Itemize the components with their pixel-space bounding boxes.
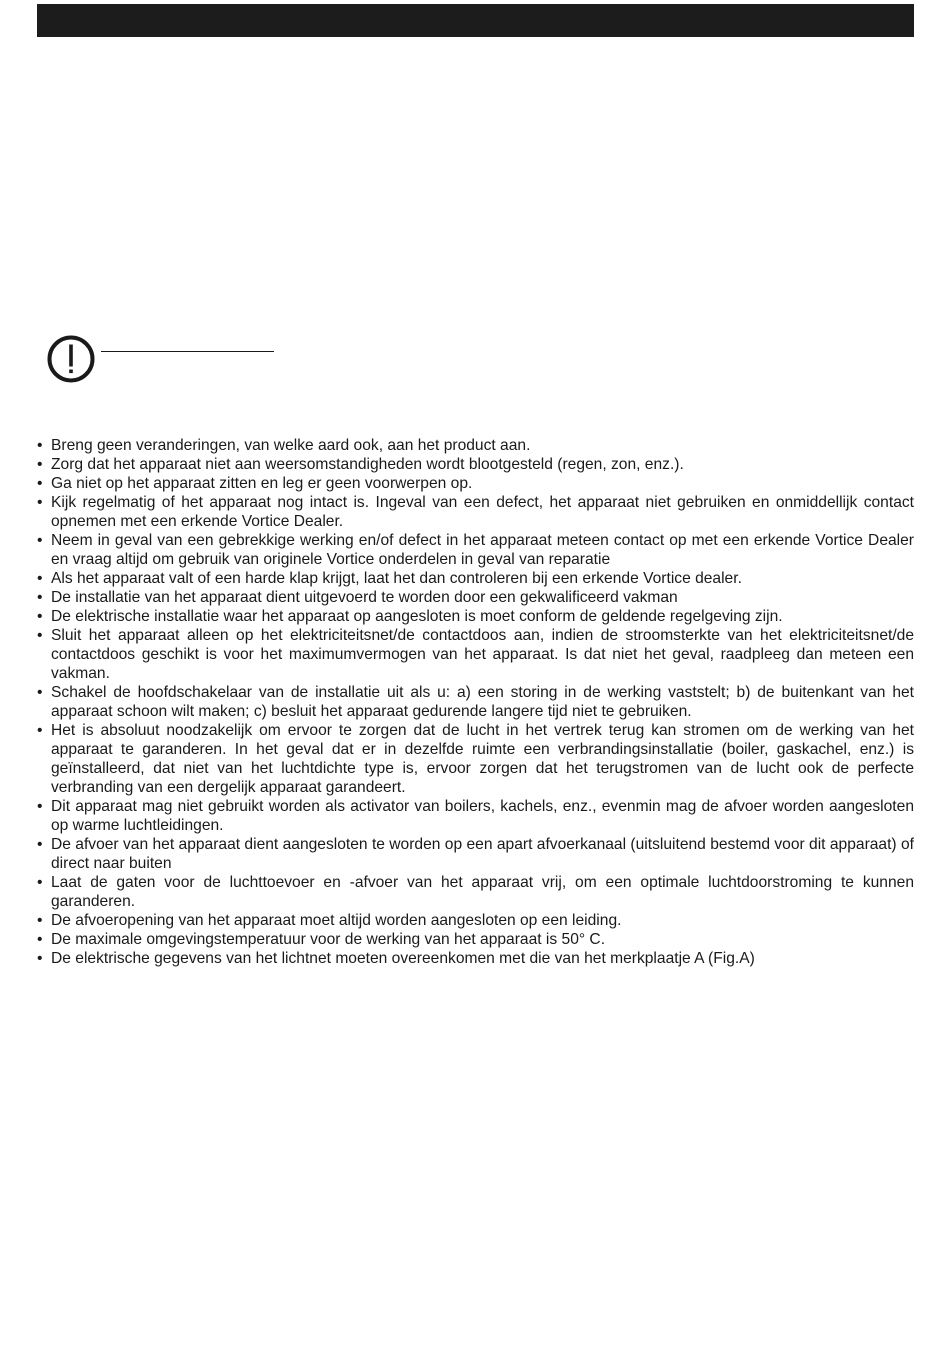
bullet-icon: • [37, 589, 43, 606]
bullet-icon: • [37, 874, 43, 891]
list-item [37, 531, 914, 569]
list-item-text: Schakel de hoofdschakelaar van de installatie uit als u: a) een storing in de werking vaststelt; b) de buitenkant van het apparaat schoon wilt maken; c) besluit het apparaat gedurende langere tijd niet te gebruiken. [51, 684, 914, 720]
list-item-text: Ga niet op het apparaat zitten en leg er geen voorwerpen op. [51, 475, 473, 492]
bullet-icon: • [37, 912, 43, 929]
bullet-icon: • [37, 494, 43, 511]
list-item [37, 455, 914, 474]
bullet-icon: • [37, 570, 43, 587]
list-item-text: De afvoeropening van het apparaat moet altijd worden aangesloten op een leiding. [51, 912, 622, 929]
bullet-icon: • [37, 608, 43, 625]
bullet-icon: • [37, 950, 43, 967]
list-item [37, 721, 914, 797]
list-item-text: Breng geen veranderingen, van welke aard ook, aan het product aan. [51, 437, 531, 454]
list-item-text: Sluit het apparaat alleen op het elektriciteitsnet/de contactdoos aan, indien de stroomsterkte van het elektriciteitsnet/de contactdoos geschikt is voor het maximumvermogen van het apparaat. Is dat niet het geval, raadpleeg dan meteen een vakman. [51, 627, 914, 682]
bullet-icon: • [37, 722, 43, 739]
list-item-text: Neem in geval van een gebrekkige werking en/of defect in het apparaat meteen contact op met een erkende Vortice Dealer en vraag altijd om gebruik van originele Vortice onderdelen in geval van reparatie [51, 532, 914, 568]
list-item [37, 607, 914, 626]
list-item [37, 569, 914, 588]
bullet-icon: • [37, 798, 43, 815]
list-item [37, 797, 914, 835]
list-item [37, 949, 914, 968]
list-item [37, 930, 914, 949]
bullet-icon: • [37, 836, 43, 853]
bullet-icon: • [37, 684, 43, 701]
list-item-text: Zorg dat het apparaat niet aan weersomstandigheden wordt blootgesteld (regen, zon, enz.). [51, 456, 684, 473]
list-item [37, 835, 914, 873]
list-item [37, 474, 914, 493]
list-item-text: Kijk regelmatig of het apparaat nog intact is. Ingeval van een defect, het apparaat niet gebruiken en onmiddellijk contact opnemen met een erkende Vortice Dealer. [51, 494, 914, 530]
list-item [37, 493, 914, 531]
bullet-icon: • [37, 437, 43, 454]
list-item-text: De elektrische gegevens van het lichtnet moeten overeenkomen met die van het merkplaatje A (Fig.A) [51, 950, 755, 967]
list-item [37, 588, 914, 607]
bullet-icon: • [37, 627, 43, 644]
bullet-icon: • [37, 931, 43, 948]
list-item-text: De elektrische installatie waar het apparaat op aangesloten is moet conform de geldende regelgeving zijn. [51, 608, 783, 625]
list-item [37, 683, 914, 721]
list-item-text: Het is absoluut noodzakelijk om ervoor te zorgen dat de lucht in het vertrek terug kan stromen om de werking van het apparaat te garanderen. In het geval dat er in dezelfde ruimte een verbrandingsinstallatie (boiler, gaskachel, enz.) is geïnstalleerd, dat niet van het luchtdichte type is, ervoor zorgen dat het terugstromen van de lucht ook de perfecte verbranding van een dergelijk apparaat garandeert. [51, 722, 914, 796]
list-item-text: De afvoer van het apparaat dient aangesloten te worden op een apart afvoerkanaal (uitsluitend bestemd voor dit apparaat) of direct naar buiten [51, 836, 914, 872]
list-item-text: De maximale omgevingstemperatuur voor de werking van het apparaat is 50° C. [51, 931, 606, 948]
list-item-text: Dit apparaat mag niet gebruikt worden als activator van boilers, kachels, enz., evenmin mag de afvoer worden aangesloten op warme luchtleidingen. [51, 798, 914, 834]
list-item-text: De installatie van het apparaat dient uitgevoerd te worden door een gekwalificeerd vakman [51, 589, 678, 606]
list-item-text: Laat de gaten voor de luchttoevoer en -afvoer van het apparaat vrij, om een optimale luchtdoorstroming te kunnen garanderen. [51, 874, 914, 910]
list-item [37, 873, 914, 911]
list-item [37, 436, 914, 455]
heading-underline [101, 351, 274, 352]
list-item-text: Als het apparaat valt of een harde klap krijgt, laat het dan controleren bij een erkende Vortice dealer. [51, 570, 742, 587]
list-item [37, 911, 914, 930]
bullet-icon: • [37, 456, 43, 473]
list-item [37, 626, 914, 683]
exclamation-circle-icon [47, 335, 95, 383]
header-bar [37, 4, 914, 37]
safety-instructions-list [37, 436, 914, 968]
bullet-icon: • [37, 475, 43, 492]
bullet-icon: • [37, 532, 43, 549]
